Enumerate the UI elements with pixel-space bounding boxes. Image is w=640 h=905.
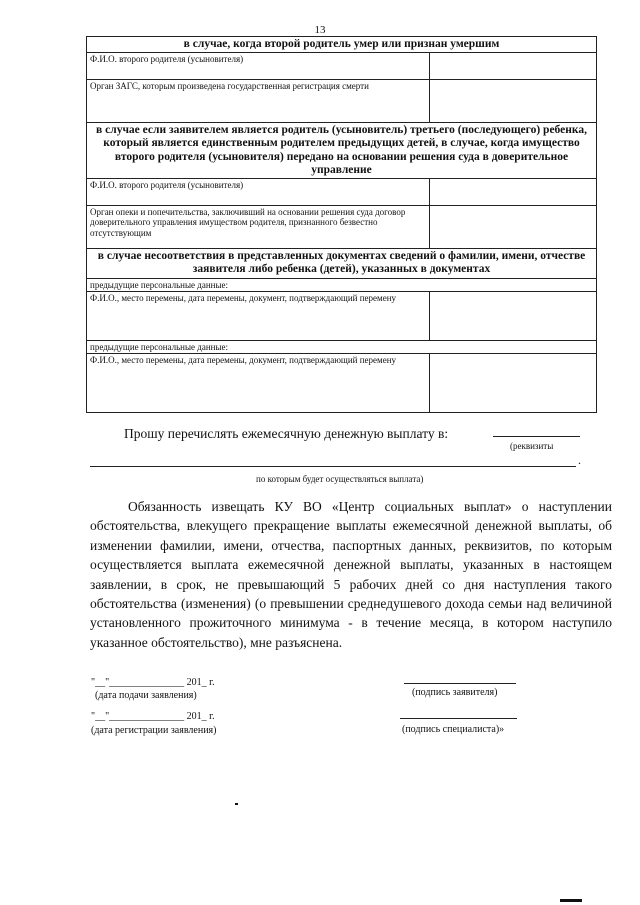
subsection-label: предыдущие персональные данные: — [87, 278, 597, 291]
requisites-line-2[interactable] — [90, 466, 576, 467]
table-row — [87, 249, 597, 278]
field-label: Орган ЗАГС, которым произведена государственная регистрация смерти — [87, 80, 430, 123]
table-row — [87, 354, 597, 413]
table-row — [87, 278, 597, 291]
field-label: Ф.И.О. второго родителя (усыновителя) — [87, 53, 430, 80]
section-header: в случае, когда второй родитель умер или признан умершим — [87, 37, 597, 53]
scan-barcode-mark — [560, 899, 582, 902]
field-value-cell[interactable] — [430, 80, 597, 123]
submission-date[interactable]: "__"_______________ 201_ г. — [91, 677, 215, 688]
specialist-signature-label: (подпись специалиста)» — [402, 724, 505, 735]
table-row — [87, 123, 597, 179]
table-row — [87, 37, 597, 53]
table-row — [87, 53, 597, 80]
field-label: Ф.И.О., место перемены, дата перемены, документ, подтверждающий перемену — [87, 291, 430, 340]
field-label: Орган опеки и попечительства, заключивший на основании решения суда договор доверительного управления имуществом родителя, признанного безвестно отсутствующим — [87, 206, 430, 249]
section-header: в случае несоответствия в представленных документах сведений о фамилии, имени, отчестве заявителя либо ребенка (детей), указанных в документах — [87, 249, 597, 278]
table-row — [87, 179, 597, 206]
page-number: 13 — [314, 24, 326, 36]
table-row — [87, 340, 597, 353]
requisites-hint-2: по которым будет осуществляться выплата) — [256, 474, 424, 484]
table-row — [87, 291, 597, 340]
field-label: Ф.И.О. второго родителя (усыновителя) — [87, 179, 430, 206]
requisites-blank[interactable] — [493, 436, 580, 437]
table-row — [87, 206, 597, 249]
request-line: Прошу перечислять ежемесячную денежную выплату в: — [124, 426, 449, 441]
applicant-signature-label: (подпись заявителя) — [412, 687, 498, 698]
table-row — [87, 80, 597, 123]
field-value-cell[interactable] — [430, 53, 597, 80]
submission-date-label: (дата подачи заявления) — [95, 690, 197, 701]
registration-date[interactable]: "__"_______________ 201_ г. — [91, 711, 215, 722]
application-form-table — [86, 36, 597, 413]
registration-date-label: (дата регистрации заявления) — [91, 725, 217, 736]
field-value-cell[interactable] — [430, 179, 597, 206]
obligation-paragraph: Обязанность извещать КУ ВО «Центр социальных выплат» о наступлении обстоятельства, влекущего прекращение выплаты ежемесячной денежной выплаты, об изменении фамилии, имени, отчества, паспортных данных, реквизитов, по которым осуществляется выплата ежемесячной денежной выплаты, указанных в настоящем заявлении, в срок, не превышающий 5 рабочих дней со дня наступления такого обстоятельства (изменения) (о превышении среднедушевого дохода семьи над величиной установленного прожиточного минимума - в течение месяца, в котором наступило указанное обстоятельство), мне разъяснена. — [90, 499, 612, 650]
field-value-cell[interactable] — [430, 291, 597, 340]
field-label: Ф.И.О., место перемены, дата перемены, документ, подтверждающий перемену — [87, 354, 430, 413]
requisites-period: . — [578, 453, 581, 467]
subsection-label: предыдущие персональные данные: — [87, 340, 597, 353]
applicant-signature-line[interactable] — [404, 683, 516, 684]
field-value-cell[interactable] — [430, 354, 597, 413]
section-header: в случае если заявителем является родитель (усыновитель) третьего (последующего) ребенка, который является единственным родителем предыдущих детей, в случае, когда имущество второго родителя (усыновителя) передано на основании решения суда в доверительное управление — [87, 123, 597, 179]
specialist-signature-line[interactable] — [400, 718, 517, 719]
field-value-cell[interactable] — [430, 206, 597, 249]
requisites-hint: (реквизиты — [510, 441, 554, 451]
scan-dot — [235, 803, 238, 805]
